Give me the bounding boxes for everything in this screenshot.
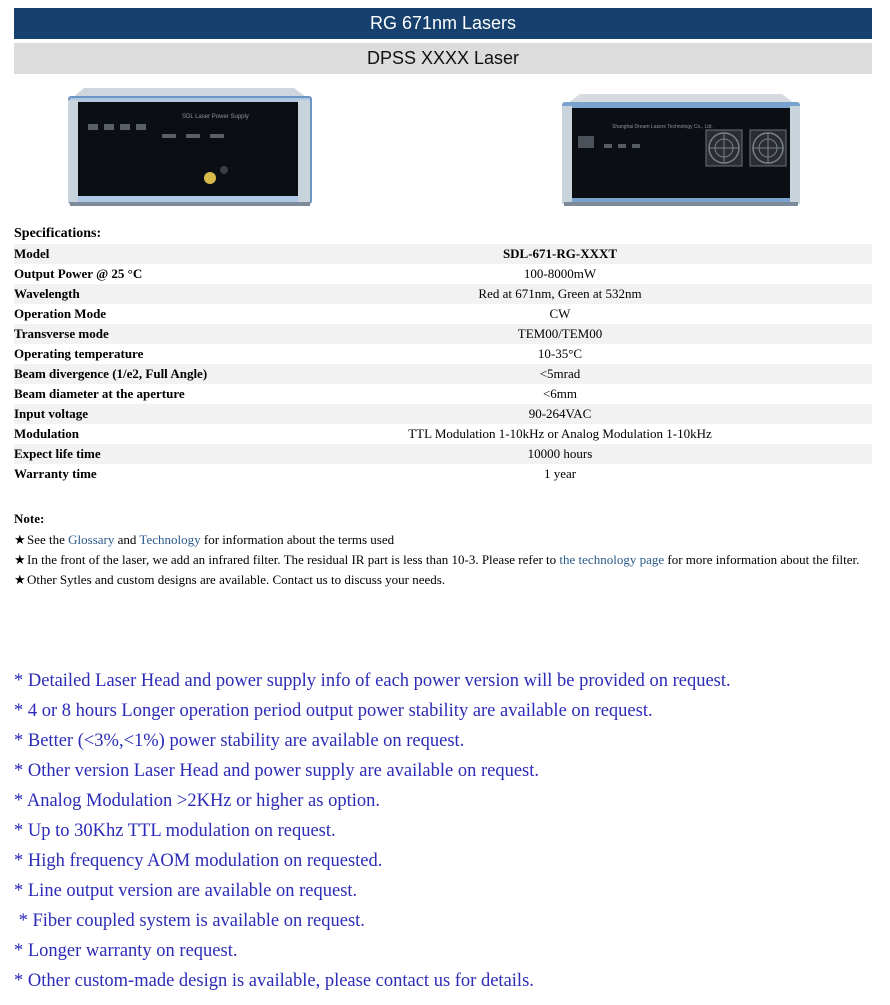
spec-label: Input voltage [14, 404, 264, 424]
spec-label: Output Power @ 25 °C [14, 266, 143, 281]
table-row [14, 424, 872, 444]
notes-list [14, 530, 864, 590]
table-row [14, 304, 872, 324]
list-item: * Other custom-made design is available, please contact us for details. [14, 971, 534, 991]
note-text: for more information about the filter. [664, 552, 860, 567]
list-item: * Analog Modulation >2KHz or higher as option. [14, 791, 380, 811]
table-row [14, 344, 872, 364]
table-row [14, 384, 872, 404]
rear-panel-label: Shanghai Dream Lasers Technology Co., Ltd. [612, 124, 713, 130]
rear-view-image [556, 78, 810, 210]
note-text: and [114, 532, 140, 547]
table-row [14, 284, 872, 304]
spec-value: 1 year [543, 466, 577, 481]
glossary-link[interactable]: Glossary [68, 532, 115, 547]
page-title: RG 671nm Lasers [14, 8, 872, 39]
spec-label: Operation Mode [14, 306, 107, 321]
list-item: * 4 or 8 hours Longer operation period output power stability are available on request. [14, 701, 653, 721]
spec-label: Beam divergence (1/e2, Full Angle) [14, 364, 264, 384]
note-text: See the [27, 532, 69, 547]
table-row [14, 404, 872, 424]
table-row [14, 264, 872, 284]
spec-label: Modulation [14, 426, 80, 441]
spec-label: Model [14, 244, 264, 264]
spec-label: Transverse mode [14, 324, 264, 344]
specifications-heading: Specifications: [14, 226, 102, 241]
table-row [14, 324, 872, 344]
spec-value: TEM00/TEM00 [264, 324, 872, 344]
list-item: * Line output version are available on request. [14, 881, 358, 901]
spec-label: Warranty time [14, 466, 97, 481]
spec-value: TTL Modulation 1-10kHz or Analog Modulation 1-10kHz [408, 426, 712, 441]
spec-value: SDL-671-RG-XXXT [264, 244, 872, 264]
list-item: * Better (<3%,<1%) power stability are available on request. [14, 731, 465, 751]
front-panel-label: SDL Laser Power Supply [182, 114, 249, 120]
fan-icon [706, 130, 742, 166]
spec-label: Beam diameter at the aperture [14, 386, 185, 401]
spec-value: <6mm [542, 386, 578, 401]
list-item: * Detailed Laser Head and power supply info of each power version will be provided on request. [14, 671, 731, 691]
page-subtitle: DPSS XXXX Laser [14, 43, 872, 74]
note-text: Other Sytles and custom designs are available. Contact us to discuss your needs. [27, 572, 446, 587]
table-row [14, 444, 872, 464]
fan-icon [750, 130, 786, 166]
star-icon: ★ [14, 552, 26, 567]
table-row [14, 464, 872, 484]
technology-link[interactable]: Technology [139, 532, 201, 547]
request-options-list [14, 668, 874, 998]
star-icon: ★ [14, 572, 26, 587]
spec-value: CW [549, 306, 571, 321]
spec-label: Expect life time [14, 444, 264, 464]
note-text: for information about the terms used [200, 532, 395, 547]
note-heading: Note: [14, 511, 45, 526]
technology-page-link[interactable]: the technology page [559, 552, 665, 567]
table-row [14, 244, 872, 264]
spec-value: 10-35°C [537, 346, 583, 361]
note-item [14, 550, 864, 570]
spec-label: Wavelength [14, 284, 264, 304]
spec-value: 100-8000mW [523, 266, 597, 281]
list-item: * Up to 30Khz TTL modulation on request. [14, 821, 336, 841]
spec-label: Operating temperature [14, 346, 144, 361]
star-icon: ★ [14, 532, 26, 547]
front-view-image [62, 78, 316, 210]
list-item: * Other version Laser Head and power supply are available on request. [14, 761, 540, 781]
specifications-table [14, 244, 872, 484]
note-item [14, 570, 864, 590]
spec-value: 10000 hours [264, 444, 872, 464]
table-row [14, 364, 872, 384]
list-item: * High frequency AOM modulation on requested. [14, 851, 383, 871]
spec-value: Red at 671nm, Green at 532nm [264, 284, 872, 304]
list-item: * Longer warranty on request. [14, 941, 238, 961]
spec-value: <5mrad [264, 364, 872, 384]
note-text: In the front of the laser, we add an infrared filter. The residual IR part is less than 10-3. Please refer to [27, 552, 560, 567]
spec-value: 90-264VAC [264, 404, 872, 424]
note-item [14, 530, 864, 550]
list-item: * Fiber coupled system is available on request. [14, 911, 365, 931]
